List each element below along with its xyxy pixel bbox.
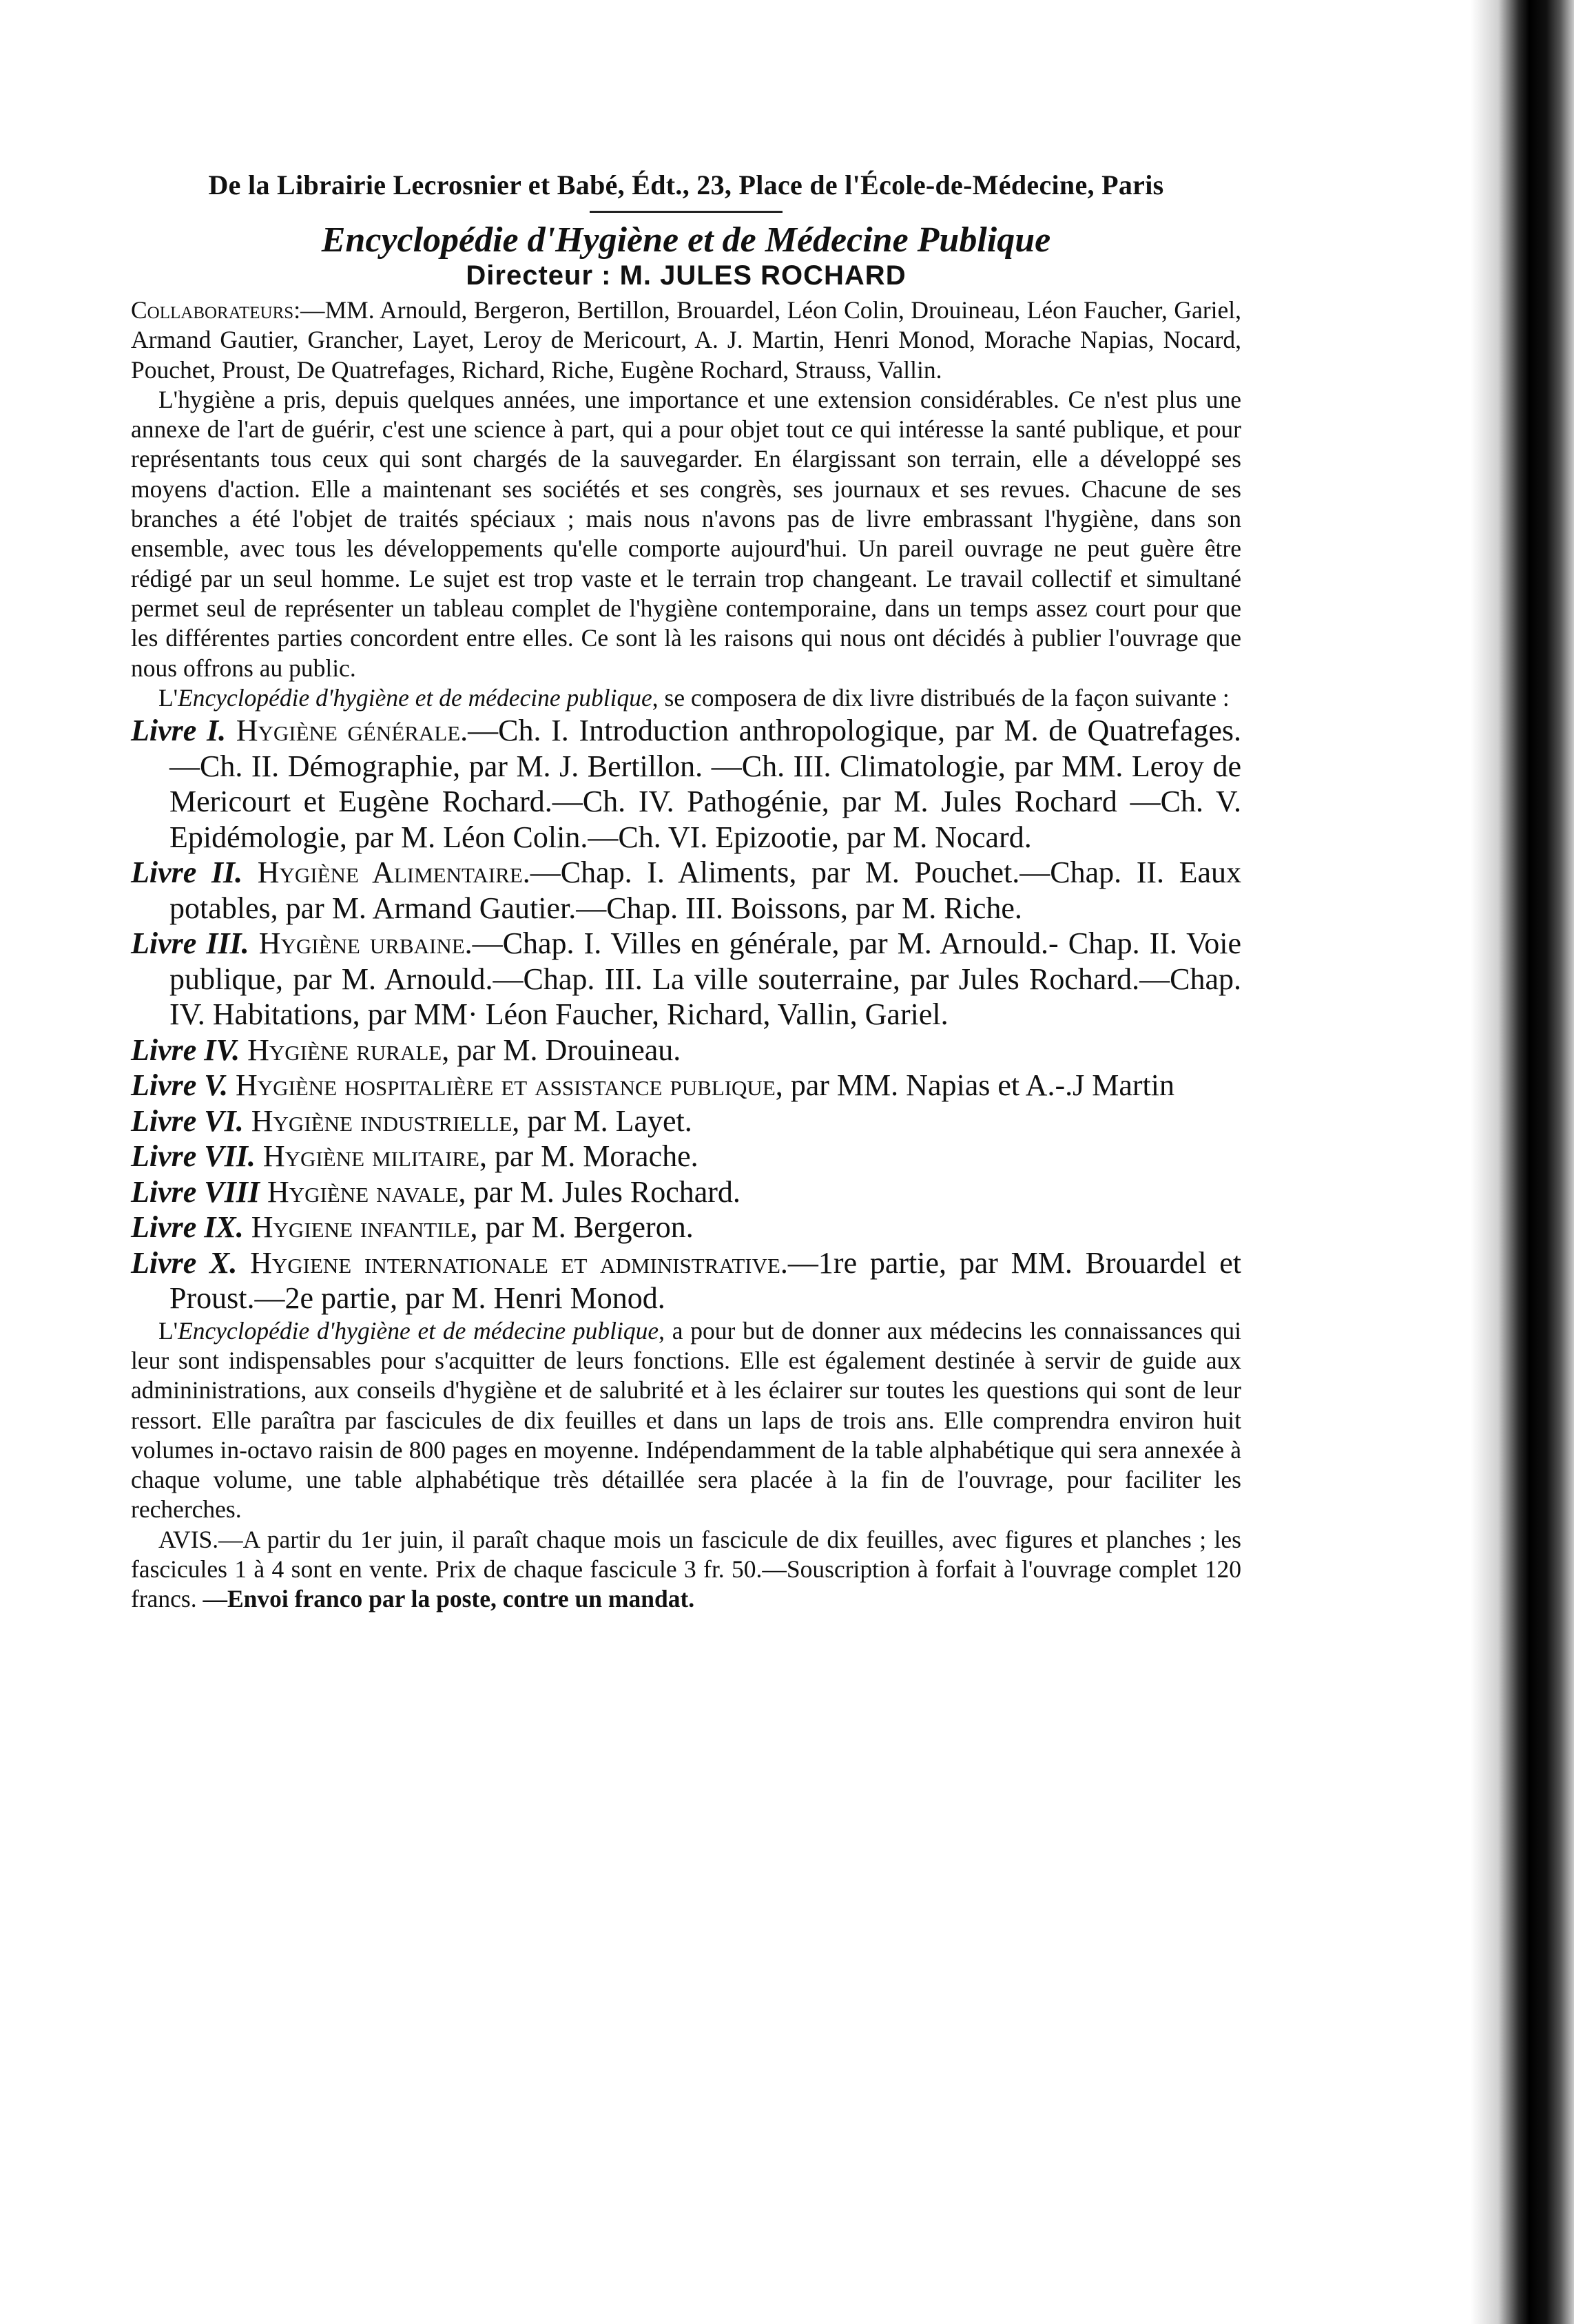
book-text: —Chap. I. Aliments, par M. Pouchet.—Chap. II. Eaux potables, par M. Armand Gautier.—Chap. III. Boissons, par M. Riche. xyxy=(169,855,1242,925)
book-entry xyxy=(131,1033,1241,1068)
director-line: Directeur : M. JULES ROCHARD xyxy=(466,260,907,291)
book-heading: Hygiène générale. xyxy=(236,714,468,748)
book-label: Livre IX. xyxy=(131,1210,244,1245)
purpose-paragraph xyxy=(131,1316,1241,1525)
book-text: par M. Jules Rochard. xyxy=(466,1174,741,1209)
collaborators-names: MM. Arnould, Bergeron, Bertillon, Brouardel, Léon Colin, Drouineau, Léon Faucher, Gariel, Armand Gautier, Grancher, Layet, Leroy de Mericourt, A. J. Martin, Henri Monod, Morache Napias, Nocard, Pouchet, Proust, De Quatrefages, Richard, Riche, Eugène Rochard, Strauss, Vallin. xyxy=(131,296,1241,384)
book-label: Livre VI. xyxy=(131,1103,244,1138)
book-label: Livre V. xyxy=(131,1068,228,1103)
book-entry xyxy=(131,1103,1241,1139)
book-entry xyxy=(131,1210,1241,1245)
distribution-paragraph xyxy=(131,683,1241,713)
purpose-text: , a pour but de donner aux médecins les connaissances qui leur sont indispensables pour s'acquitter de leurs fonctions. Elle est également destinée à servir de guide aux admininistrations, aux conseils d'hygiène et de salubrité et à les éclairer sur toutes les questions qui sont de leur ressort. Elle paraîtra par fascicules de dix feuilles et dans un laps de trois ans. Elle comprendra environ huit volumes in-octavo raisin de 800 pages en moyenne. Indépendamment de la table alphabétique qui sera annexée à chaque volume, une table alphabétique très détaillée sera placée à la fin de l'ouvrage, pour faciliter les recherches. xyxy=(131,1316,1242,1524)
book-label: Livre III. xyxy=(131,926,249,961)
book-entry xyxy=(131,1068,1241,1103)
book-text: par M. Morache. xyxy=(486,1139,698,1174)
book-heading: Hygiene internationale et administrative. xyxy=(250,1245,788,1280)
book-heading: Hygiène navale, xyxy=(267,1174,466,1209)
avis-paragraph xyxy=(131,1525,1241,1615)
purpose-prefix: L' xyxy=(158,1316,178,1345)
header-rule xyxy=(590,211,783,213)
publisher-header: De la Librairie Lecrosnier et Babé, Édt., 23, Place de l'École-de-Médecine, Paris xyxy=(208,169,1164,200)
book-heading: Hygiène industrielle, xyxy=(251,1103,520,1138)
book-heading: Hygiène militaire, xyxy=(262,1139,487,1174)
book-heading: Hygiene infantile, xyxy=(251,1210,478,1245)
collaborators-label: Collaborateurs:— xyxy=(131,296,325,324)
intro-paragraph: L'hygiène a pris, depuis quelques années, une importance et une extension considérables. Ce n'est plus une annexe de l'art de guérir, c'est une science à part, qui a pour objet tout ce qui intéresse la santé publique, et pour représentants tous ceux qui sont chargés de la sauvegarder. En élargissant son terrain, elle a développé ses moyens d'action. Elle a maintenant ses sociétés et ses congrès, ses journaux et ses revues. Chacune de ses branches a été l'objet de traités spéciaux ; mais nous n'avons pas de livre embrassant l'hygiène, dans son ensemble, avec tous les développements qu'elle comporte aujourd'hui. Un pareil ouvrage ne peut guère être rédigé par un seul homme. Le sujet est trop vaste et le terrain trop changeant. Le travail collectif et simultané permet seul de représenter un tableau complet de l'hygiène contemporaine, dans un temps assez court pour que les différentes parties concordent entre elles. Ce sont là les raisons qui nous ont décidés à publier l'ouvrage que nous offrons au public. xyxy=(131,385,1241,682)
book-entry xyxy=(131,713,1241,855)
distribution-text: , se composera de dix livre distribués de la façon suivante : xyxy=(652,683,1230,712)
book-text: —1re partie, par MM. Brouardel et Proust.—2e partie, par M. Henri Monod. xyxy=(169,1245,1241,1316)
book-label: Livre I. xyxy=(131,714,227,748)
avis-bold-line: —Envoi franco par la poste, contre un mandat. xyxy=(203,1585,695,1613)
book-entry xyxy=(131,1139,1241,1174)
book-text: par M. Drouineau. xyxy=(449,1033,681,1067)
book-label: Livre IV. xyxy=(131,1033,240,1067)
book-label: Livre VII. xyxy=(131,1139,256,1174)
book-label: Livre X. xyxy=(131,1245,238,1280)
book-entry xyxy=(131,1245,1241,1316)
book-text: par MM. Napias et A.-.J Martin xyxy=(783,1068,1174,1103)
purpose-work-title: Encyclopédie d'hygiène et de médecine publique xyxy=(178,1316,659,1345)
book-entry xyxy=(131,926,1241,1033)
book-heading: Hygiène Alimentaire. xyxy=(257,855,530,890)
document-title: Encyclopédie d'Hygiène et de Médecine Publique xyxy=(321,220,1051,260)
avis-text: AVIS.—A partir du 1er juin, il paraît chaque mois un fascicule de dix feuilles, avec figures et planches ; les fascicules 1 à 4 sont en vente. Prix de chaque fascicule 3 fr. 50.—Souscription à forfait à l'ouvrage complet 120 francs. xyxy=(131,1525,1241,1613)
distribution-work-title: Encyclopédie d'hygiène et de médecine publique xyxy=(178,683,652,712)
book-heading: Hygiène rurale, xyxy=(247,1033,450,1067)
book-heading: Hygiène urbaine. xyxy=(258,926,473,961)
book-text: par M. Layet. xyxy=(519,1103,692,1138)
book-label: Livre VIII xyxy=(131,1174,260,1209)
book-entry xyxy=(131,855,1241,926)
document-page xyxy=(131,169,1241,1615)
book-text: —Ch. I. Introduction anthropologique, par M. de Quatrefages. —Ch. II. Démographie, par M. J. Bertillon. —Ch. III. Climatologie, par MM. Leroy de Mericourt et Eugène Rochard.—Ch. IV. Pathogénie, par M. Jules Rochard —Ch. V. Epidémologie, par M. Léon Colin.—Ch. VI. Epizootie, par M. Nocard. xyxy=(169,714,1242,854)
distribution-prefix: L' xyxy=(158,683,178,712)
book-text: par M. Bergeron. xyxy=(477,1210,694,1245)
book-label: Livre II. xyxy=(131,855,243,890)
book-heading: Hygiène hospitalière et assistance publique, xyxy=(235,1068,783,1103)
books-list xyxy=(131,713,1241,1316)
collaborators-paragraph xyxy=(131,295,1241,385)
book-entry xyxy=(131,1174,1241,1210)
scan-edge-shadow xyxy=(1471,0,1574,2324)
book-text: —Chap. I. Villes en générale, par M. Arnould.- Chap. II. Voie publique, par M. Arnould.—Chap. III. La ville souterraine, par Jules Rochard.—Chap. IV. Habitations, par MM· Léon Faucher, Richard, Vallin, Gariel. xyxy=(169,926,1242,1032)
